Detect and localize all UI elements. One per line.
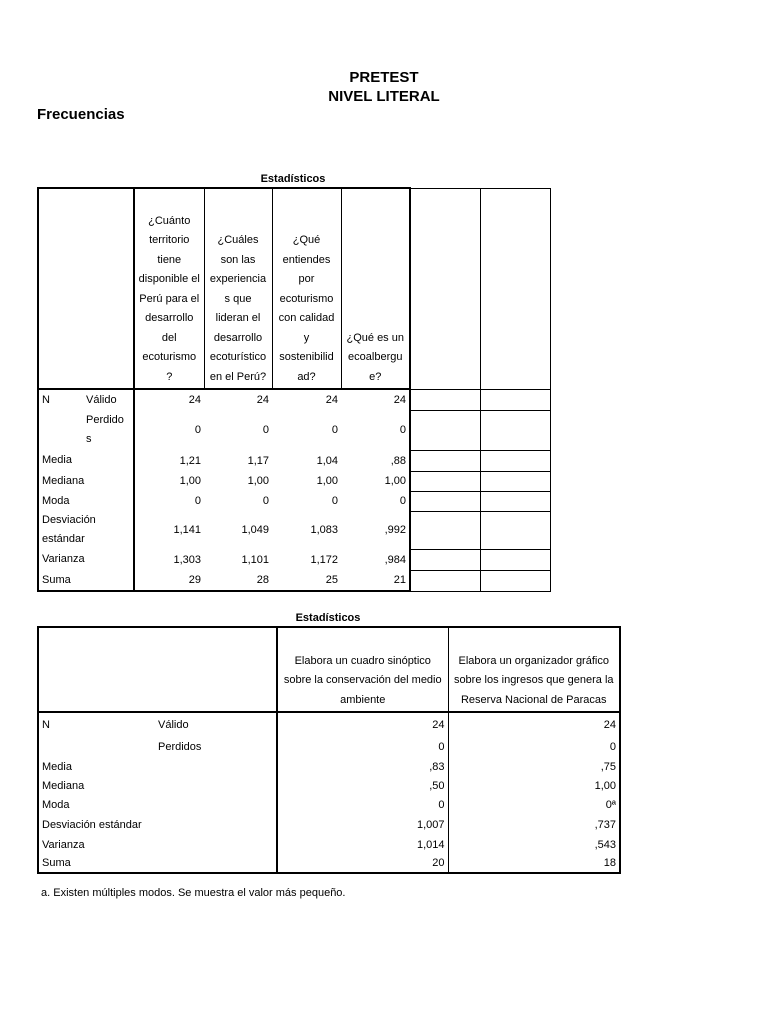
table1-corner	[83, 188, 134, 389]
table1-extra-cell	[410, 549, 480, 570]
table-row	[38, 570, 550, 591]
row-label: Mediana	[38, 471, 134, 491]
table-row	[38, 511, 550, 549]
table1-col-header: ¿Qué entiendes por ecoturismo con calidad y sostenibilid ad?	[272, 188, 341, 389]
value-cell: 28	[204, 570, 272, 591]
value-cell: 25	[272, 570, 341, 591]
table1-extra-cell	[480, 450, 550, 471]
value-cell: 0	[277, 736, 448, 757]
report-subtitle: NIVEL LITERAL	[328, 88, 440, 105]
value-cell: 0	[341, 491, 410, 511]
value-cell: 1,04	[316, 454, 338, 467]
value-cell: 24	[277, 712, 448, 736]
table1-extra-cell	[410, 570, 480, 591]
table-row	[38, 471, 550, 491]
table1-header-row	[38, 188, 550, 389]
value-cell: 24	[256, 394, 269, 406]
table-row	[38, 776, 620, 795]
value-cell: 1,014	[277, 835, 448, 854]
row-label	[38, 736, 155, 757]
table1-extra-cell	[410, 471, 480, 491]
row-sublabel: Válido	[83, 389, 134, 410]
value-cell: 24	[341, 389, 410, 410]
row-sublabel: Válido	[155, 712, 277, 736]
value-cell: 1,17	[247, 454, 269, 467]
table1-col-header: ¿Cuánto territorio tiene disponible el Perú para el desarrollo del ecoturismo ?	[134, 188, 204, 389]
row-label: Moda	[38, 491, 134, 511]
table-row	[38, 795, 620, 815]
row-label: Desviación estándar	[38, 815, 277, 835]
row-sublabel: Perdidos	[155, 736, 277, 757]
value-cell: 1,00	[247, 475, 269, 487]
table2-corner	[38, 627, 155, 712]
table1-extra-cell	[410, 188, 480, 389]
value-cell: 1,101	[241, 553, 269, 566]
value-cell: 1,007	[277, 815, 448, 835]
value-cell: ,992	[341, 511, 410, 549]
row-label: Varianza	[38, 835, 277, 854]
row-label: Varianza	[38, 549, 134, 570]
value-cell: ,88	[341, 450, 410, 471]
table2-caption: Estadísticos	[295, 612, 361, 624]
table2-col-header: Elabora un organizador gráfico sobre los ingresos que genera la Reserva Nacional de Paracas	[448, 627, 620, 712]
table1-extra-cell	[480, 389, 550, 410]
value-cell: 21	[341, 570, 410, 591]
value-cell: 1,303	[173, 553, 201, 566]
table-row	[38, 450, 550, 471]
row-sublabel: Perdido s	[83, 410, 134, 450]
table1-extra-cell	[410, 491, 480, 511]
value-cell: 0	[448, 736, 620, 757]
footnote: a. Existen múltiples modos. Se muestra el valor más pequeño.	[41, 887, 346, 899]
table2-header-row	[38, 627, 620, 712]
value-cell: 1,00	[341, 471, 410, 491]
row-label: N	[38, 389, 83, 410]
value-cell: 0	[331, 495, 338, 507]
row-label: Suma	[38, 570, 134, 591]
value-cell: ,75	[448, 757, 620, 776]
row-label: N	[38, 712, 155, 736]
value-cell: 1,172	[310, 553, 338, 566]
value-cell: 0	[331, 424, 338, 436]
table-row	[38, 815, 620, 835]
value-cell: 1,141	[173, 524, 201, 536]
row-label: Moda	[38, 795, 277, 815]
value-cell: 0	[262, 495, 269, 507]
table1-extra-cell	[480, 471, 550, 491]
value-cell: 1,083	[310, 524, 338, 536]
value-cell: 1,049	[241, 524, 269, 536]
row-label: Media	[38, 450, 134, 471]
table-row	[38, 835, 620, 854]
value-cell: ,737	[448, 815, 620, 835]
row-label: Suma	[38, 854, 277, 873]
section-heading: Frecuencias	[37, 106, 125, 123]
value-cell: 1,00	[316, 475, 338, 487]
table1-extra-cell	[480, 188, 550, 389]
table1-extra-cell	[410, 410, 480, 450]
table1-col-header: ¿Qué es un ecoalbergu e?	[341, 188, 410, 389]
value-cell: 1,00	[448, 776, 620, 795]
table1-extra-cell	[480, 570, 550, 591]
value-cell: 0ª	[448, 795, 620, 815]
value-cell: 0	[194, 495, 201, 507]
table1-extra-cell	[480, 511, 550, 549]
value-cell: 18	[448, 854, 620, 873]
table-row	[38, 854, 620, 873]
stats-table-1	[37, 187, 551, 592]
table1-extra-cell	[480, 491, 550, 511]
table-row	[38, 712, 620, 736]
report-title: PRETEST	[349, 69, 419, 86]
row-label: Mediana	[38, 776, 277, 795]
value-cell: ,543	[448, 835, 620, 854]
value-cell: 1,00	[179, 475, 201, 487]
stats-table-2	[37, 626, 621, 874]
table1-corner	[38, 188, 83, 389]
table-row	[38, 389, 550, 410]
value-cell: 0	[262, 424, 269, 436]
table-row	[38, 491, 550, 511]
table2-col-header: Elabora un cuadro sinóptico sobre la conservación del medio ambiente	[277, 627, 448, 712]
value-cell: 20	[277, 854, 448, 873]
table1-extra-cell	[480, 549, 550, 570]
table1-caption: Estadísticos	[260, 173, 326, 185]
table1-col-header: ¿Cuáles son las experiencia s que lideran el desarrollo ecoturístico en el Perú?	[204, 188, 272, 389]
table-row	[38, 410, 550, 450]
value-cell: ,83	[277, 757, 448, 776]
value-cell: ,50	[277, 776, 448, 795]
value-cell: 24	[448, 712, 620, 736]
value-cell: 0	[341, 410, 410, 450]
table-row	[38, 736, 620, 757]
table1-extra-cell	[410, 389, 480, 410]
row-label: Media	[38, 757, 277, 776]
row-label	[38, 410, 83, 450]
value-cell: 0	[194, 424, 201, 436]
table-row	[38, 757, 620, 776]
row-label: Desviación estándar	[38, 511, 134, 549]
table-row	[38, 549, 550, 570]
table2-corner	[155, 627, 277, 712]
table1-extra-cell	[410, 450, 480, 471]
value-cell: 24	[325, 394, 338, 406]
value-cell: ,984	[341, 549, 410, 570]
table1-extra-cell	[480, 410, 550, 450]
value-cell: 29	[134, 570, 204, 591]
value-cell: 0	[277, 795, 448, 815]
value-cell: 24	[188, 394, 201, 406]
value-cell: 1,21	[179, 454, 201, 467]
table1-extra-cell	[410, 511, 480, 549]
